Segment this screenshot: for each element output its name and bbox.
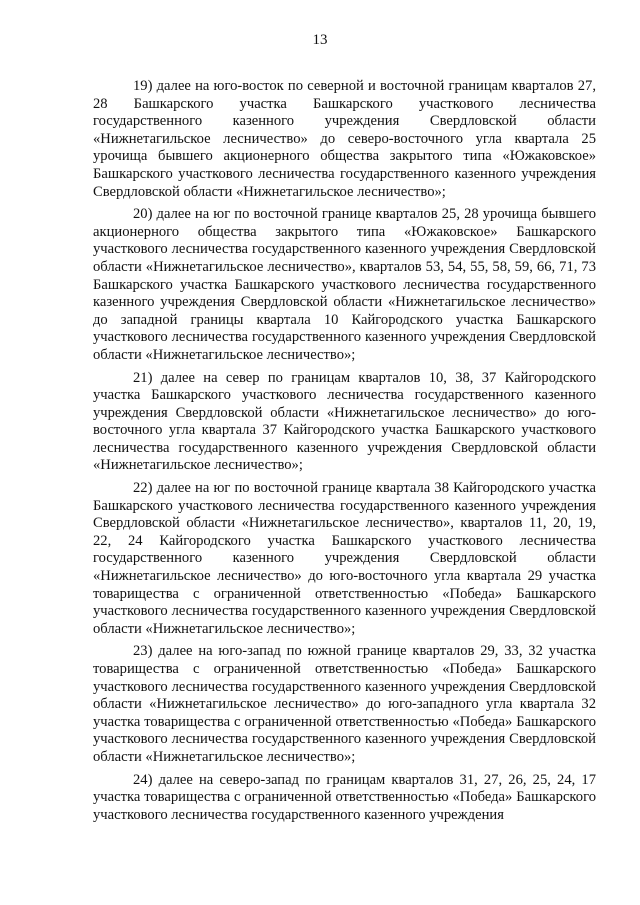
paragraph-20: 20) далее на юг по восточной границе кварталов 25, 28 урочища бывшего акционерного общества закрытого типа «Южаковское» Башкарского участкового лесничества государственного казенного учреждения Свердловской области «Нижнетагильское лесничество», кварталов 53, 54, 55, 58, 59, 66, 71, 73 Башкарского участка Башкарского участкового лесничества государственного казенного учреждения Свердловской области «Нижнетагильское лесничество» до западной границы квартала 10 Кайгородского участка Башкарского участкового лесничества государственного казенного учреждения Свердловской области «Нижнетагильское лесничество»; — [93, 206, 596, 363]
paragraph-24: 24) далее на северо-запад по границам кварталов 31, 27, 26, 25, 24, 17 участка товарищества с ограниченной ответственностью «Победа» Башкарского участкового лесничества государственного казенного учреждения — [93, 771, 596, 823]
page-number: 13 — [312, 32, 328, 48]
paragraph-23: 23) далее на юго-запад по южной границе кварталов 29, 33, 32 участка товарищества с ограниченной ответственностью «Победа» Башкарского участкового лесничества государственного казенного учреждения Свердловской области «Нижнетагильское лесничество» до юго-западного угла квартала 32 участка товарищества с ограниченной ответственностью «Победа» Башкарского участкового лесничества государственного казенного учреждения Свердловской области «Нижнетагильское лесничество»; — [93, 643, 596, 765]
paragraph-22: 22) далее на юг по восточной границе квартала 38 Кайгородского участка Башкарского участкового лесничества государственного казенного учреждения Свердловской области «Нижнетагильское лесничество», кварталов 11, 20, 19, 22, 24 Кайгородского участка Башкарского участкового лесничества государственного казенного учреждения Свердловской области «Нижнетагильское лесничество» до юго-восточного угла квартала 29 участка товарищества с ограниченной ответственностью «Победа» Башкарского участкового лесничества государственного казенного учреждения Свердловской области «Нижнетагильское лесничество»; — [93, 480, 596, 637]
paragraph-19: 19) далее на юго-восток по северной и восточной границам кварталов 27, 28 Башкарского участка Башкарского участкового лесничества государственного казенного учреждения Свердловской области «Нижнетагильское лесничество» до северо-восточного угла квартала 25 урочища бывшего акционерного общества закрытого типа «Южаковское» Башкарского участкового лесничества государственного казенного учреждения Свердловской области «Нижнетагильское лесничество»; — [93, 78, 596, 200]
document-body — [93, 78, 596, 829]
paragraph-21: 21) далее на север по границам кварталов 10, 38, 37 Кайгородского участка Башкарского участкового лесничества государственного казенного учреждения Свердловской области «Нижнетагильское лесничество» до юго-восточного угла квартала 37 Кайгородского участка Башкарского участкового лесничества государственного казенного учреждения Свердловской области «Нижнетагильское лесничество»; — [93, 369, 596, 474]
